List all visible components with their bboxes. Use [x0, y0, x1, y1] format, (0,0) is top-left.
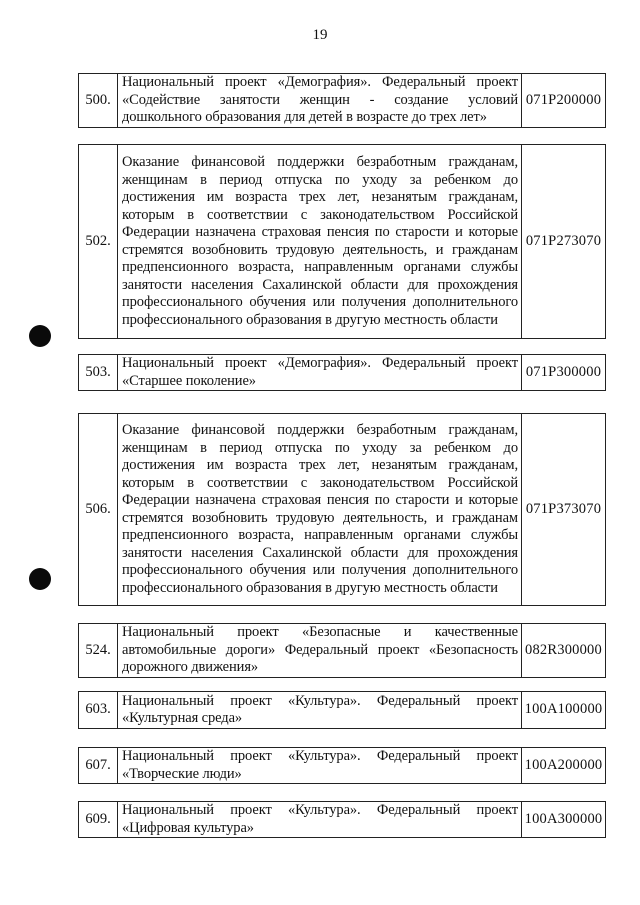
row-number: 607.	[79, 748, 118, 784]
budget-row-603	[78, 691, 606, 729]
budget-row-607	[78, 747, 606, 784]
page-number: 19	[312, 27, 328, 43]
row-number: 502.	[79, 145, 118, 339]
punch-hole-upper	[29, 325, 51, 347]
row-description: Национальный проект «Демография». Федеральный проект «Содействие занятости женщин - создание условий дошкольного образования для детей в возрасте до трех лет»	[118, 74, 522, 128]
row-code: 100A200000	[522, 748, 606, 784]
row-description: Национальный проект «Культура». Федеральный проект «Цифровая культура»	[118, 802, 522, 838]
row-number: 524.	[79, 624, 118, 678]
row-number: 500.	[79, 74, 118, 128]
row-code: 100A100000	[522, 692, 606, 729]
row-description: Национальный проект «Культура». Федеральный проект «Культурная среда»	[118, 692, 522, 729]
row-description: Национальный проект «Культура». Федеральный проект «Творческие люди»	[118, 748, 522, 784]
row-description: Оказание финансовой поддержки безработным гражданам, женщинам в период отпуска по уходу за ребенком до достижения им возраста трех лет, незанятым гражданам, которым в соответствии с законодательством Российской Федерации назначена страховая пенсия по старости и которые стремятся возобновить трудовую деятельность, и гражданам предпенсионного возраста, направленным органами службы занятости населения Сахалинской области для прохождения профессионального обучения или получения дополнительного профессионального образования в другую местность области	[118, 414, 522, 606]
budget-row-524	[78, 623, 606, 678]
budget-row-506	[78, 413, 606, 606]
row-code: 071P300000	[522, 355, 606, 391]
budget-row-609	[78, 801, 606, 838]
row-code: 082R300000	[522, 624, 606, 678]
row-code: 071P273070	[522, 145, 606, 339]
row-number: 503.	[79, 355, 118, 391]
budget-row-503	[78, 354, 606, 391]
punch-hole-lower	[29, 568, 51, 590]
row-code: 100A300000	[522, 802, 606, 838]
row-description: Национальный проект «Демография». Федеральный проект «Старшее поколение»	[118, 355, 522, 391]
row-code: 071P200000	[522, 74, 606, 128]
row-number: 603.	[79, 692, 118, 729]
budget-row-502	[78, 144, 606, 339]
row-number: 506.	[79, 414, 118, 606]
row-code: 071P373070	[522, 414, 606, 606]
row-number: 609.	[79, 802, 118, 838]
row-description: Национальный проект «Безопасные и качественные автомобильные дороги» Федеральный проект «Безопасность дорожного движения»	[118, 624, 522, 678]
budget-row-500	[78, 73, 606, 128]
row-description: Оказание финансовой поддержки безработным гражданам, женщинам в период отпуска по уходу за ребенком до достижения им возраста трех лет, незанятым гражданам, которым в соответствии с законодательством Российской Федерации назначена страховая пенсия по старости и которые стремятся возобновить трудовую деятельность, и гражданам предпенсионного возраста, направленным органами службы занятости населения Сахалинской области для прохождения профессионального обучения или получения дополнительного профессионального образования в другую местность области	[118, 145, 522, 339]
